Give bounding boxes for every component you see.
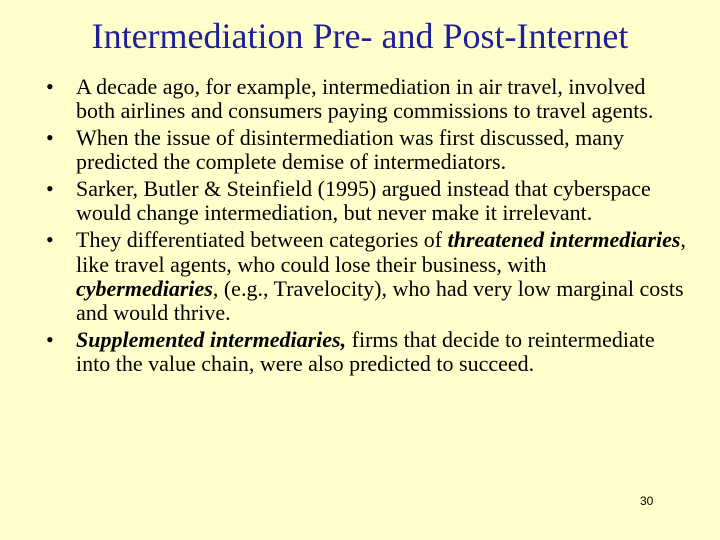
slide-title: Intermediation Pre- and Post-Internet [91,16,629,56]
bullet-text: Sarker, Butler & Steinfield (1995) argued instead that cyberspace would change intermediation, but never make it irrelevant. [76,176,651,226]
emphasized-term: threatened intermediaries [447,227,681,253]
bullet-marker: • [46,74,54,99]
bullet-item [46,177,686,226]
bullet-marker: • [46,176,54,202]
bullet-item [46,126,686,175]
emphasized-term: Supplemented intermediaries, [76,326,347,352]
page-number: 30 [640,494,654,508]
bullet-text: A decade ago, for example, intermediation in air travel, involved both airlines and consumers paying commissions to travel agents. [76,74,654,124]
bullet-list [46,75,686,379]
bullet-marker: • [46,227,54,253]
bullet-text: , (e.g., Travelocity), who had very low marginal costs and would thrive. [76,275,684,326]
emphasized-term: cybermediaries [76,275,213,301]
bullet-text: When the issue of disintermediation was first discussed, many predicted the complete demise of intermediators. [76,125,625,175]
bullet-text: They differentiated between categories of [76,227,448,253]
bullet-item [46,228,686,325]
bullet-item [46,328,686,377]
bullet-item [46,75,686,124]
bullet-marker: • [46,326,54,352]
bullet-text: , like travel agents, who could lose their business, with [76,227,686,277]
bullet-text: firms that decide to reintermediate into the value chain, were also predicted to succeed. [76,326,655,377]
bullet-marker: • [46,125,54,151]
